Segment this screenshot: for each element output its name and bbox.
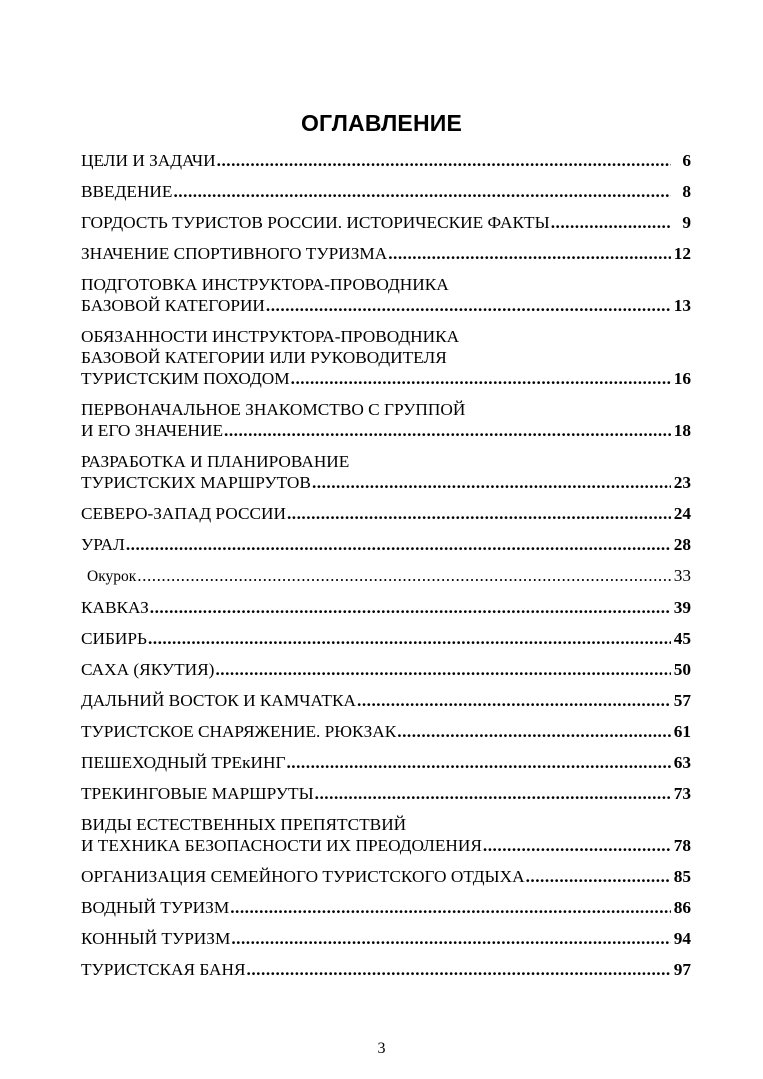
dot-leader xyxy=(247,959,671,980)
toc-entry-title-line: ПОДГОТОВКА ИНСТРУКТОРА-ПРОВОДНИКА xyxy=(81,275,449,294)
toc-entry-title: БАЗОВОЙ КАТЕГОРИИ xyxy=(81,296,265,315)
toc-entry-title: ТРЕКИНГОВЫЕ МАРШРУТЫ xyxy=(81,784,314,803)
toc-entry-page-number: 12 xyxy=(673,244,691,263)
toc-entry[interactable] xyxy=(81,326,691,399)
toc-entry[interactable] xyxy=(81,150,691,181)
toc-entry[interactable] xyxy=(81,181,691,212)
toc-entry-title: ТУРИСТСКИМ ПОХОДОМ xyxy=(81,369,290,388)
toc-entry-page-number: 13 xyxy=(673,296,691,315)
toc-entry-page-number: 45 xyxy=(673,629,691,648)
toc-entry-page-number: 73 xyxy=(673,784,691,803)
toc-entry-page-number: 50 xyxy=(673,660,691,679)
toc-entry-page-number: 39 xyxy=(673,598,691,617)
toc-entry[interactable] xyxy=(81,866,691,897)
toc-entry-page-number: 9 xyxy=(682,213,691,232)
toc-entry-row xyxy=(81,243,691,264)
toc-entry-row xyxy=(81,897,691,918)
dot-leader xyxy=(137,565,671,586)
dot-leader xyxy=(215,659,671,680)
toc-entry[interactable] xyxy=(81,597,691,628)
toc-entry-title: СЕВЕРО-ЗАПАД РОССИИ xyxy=(81,504,286,523)
toc-entry[interactable] xyxy=(81,451,691,503)
toc-entry-page-number: 24 xyxy=(673,504,691,523)
toc-entry-title: УРАЛ xyxy=(81,535,125,554)
toc-entry-row xyxy=(81,866,691,887)
toc-entry-title: ОРГАНИЗАЦИЯ СЕМЕЙНОГО ТУРИСТСКОГО ОТДЫХА xyxy=(81,867,525,886)
toc-entry-page-number: 78 xyxy=(673,836,691,855)
toc-entry-page-number: 63 xyxy=(673,753,691,772)
toc-entry[interactable] xyxy=(81,628,691,659)
dot-leader xyxy=(148,628,671,649)
toc-entry[interactable] xyxy=(81,690,691,721)
toc-entry-title: ЦЕЛИ И ЗАДАЧИ xyxy=(81,151,216,170)
toc-entry-title-line: БАЗОВОЙ КАТЕГОРИИ ИЛИ РУКОВОДИТЕЛЯ xyxy=(81,348,447,367)
toc-entry-page-number: 16 xyxy=(673,369,691,388)
toc-entry-title: ДАЛЬНИЙ ВОСТОК И КАМЧАТКА xyxy=(81,691,356,710)
dot-leader xyxy=(388,243,671,264)
toc-entry-page-number: 6 xyxy=(682,151,691,170)
toc-entry-title-line: ОБЯЗАННОСТИ ИНСТРУКТОРА-ПРОВОДНИКА xyxy=(81,327,460,346)
toc-entry-row xyxy=(81,659,691,680)
toc-entry-title: ВОДНЫЙ ТУРИЗМ xyxy=(81,898,230,917)
page-number: 3 xyxy=(377,1040,386,1057)
toc-entry-title: И ТЕХНИКА БЕЗОПАСНОСТИ ИХ ПРЕОДОЛЕНИЯ xyxy=(81,836,482,855)
toc-entry-row xyxy=(81,628,691,649)
toc-entry-page-number: 33 xyxy=(673,566,691,585)
toc-entry-title: ТУРИСТСКОЕ СНАРЯЖЕНИЕ. РЮКЗАК xyxy=(81,722,397,741)
toc-entry[interactable] xyxy=(81,399,691,451)
toc-entry-title: САХА (ЯКУТИЯ) xyxy=(81,660,215,679)
dot-leader xyxy=(397,721,671,742)
dot-leader xyxy=(150,597,671,618)
toc-entry-page-number: 94 xyxy=(673,929,691,948)
dot-leader xyxy=(526,866,671,887)
toc-entry-page-number: 61 xyxy=(673,722,691,741)
toc-entry[interactable] xyxy=(81,274,691,326)
dot-leader xyxy=(315,783,671,804)
toc-entry[interactable] xyxy=(81,243,691,274)
dot-leader xyxy=(217,150,671,171)
toc-entry-title-line: РАЗРАБОТКА И ПЛАНИРОВАНИЕ xyxy=(81,452,350,471)
toc-entry-page-number: 23 xyxy=(673,473,691,492)
dot-leader xyxy=(224,420,671,441)
toc-entry-page-number: 8 xyxy=(682,182,691,201)
toc-entry-title: ТУРИСТСКИХ МАРШРУТОВ xyxy=(81,473,311,492)
toc-entry[interactable] xyxy=(81,752,691,783)
toc-entry[interactable] xyxy=(81,814,691,866)
toc-entry-title: КОННЫЙ ТУРИЗМ xyxy=(81,929,231,948)
dot-leader xyxy=(312,472,671,493)
toc-entry-title-line: ВИДЫ ЕСТЕСТВЕННЫХ ПРЕПЯТСТВИЙ xyxy=(81,815,407,834)
toc-entry-page-number: 97 xyxy=(673,960,691,979)
toc-entry-title: ПЕШЕХОДНЫЙ ТРЕкИНГ xyxy=(81,753,286,772)
toc-entry-row xyxy=(81,534,691,555)
toc-entry-row xyxy=(81,783,691,804)
toc-entry-row xyxy=(81,752,691,773)
toc-entry[interactable] xyxy=(81,212,691,243)
toc-entry-page-number: 18 xyxy=(673,421,691,440)
dot-leader xyxy=(551,212,671,233)
toc-entry-row xyxy=(81,928,691,949)
dot-leader xyxy=(266,295,671,316)
toc-entry-row xyxy=(81,835,691,856)
toc-entry-row xyxy=(81,565,691,587)
dot-leader xyxy=(173,181,671,202)
dot-leader xyxy=(231,928,671,949)
dot-leader xyxy=(291,368,671,389)
toc-entry[interactable] xyxy=(81,534,691,565)
toc-entry-row xyxy=(81,420,691,441)
toc-entry[interactable] xyxy=(81,897,691,928)
dot-leader xyxy=(287,503,671,524)
toc-entry-title: ЗНАЧЕНИЕ СПОРТИВНОГО ТУРИЗМА xyxy=(81,244,388,263)
toc-entry-title-line: ПЕРВОНАЧАЛЬНОЕ ЗНАКОМСТВО С ГРУППОЙ xyxy=(81,400,466,419)
toc-entry-title: ТУРИСТСКАЯ БАНЯ xyxy=(81,960,246,979)
dot-leader xyxy=(230,897,671,918)
toc-entry-page-number: 57 xyxy=(673,691,691,710)
toc-entry-row xyxy=(81,959,691,980)
toc-entry-page-number: 86 xyxy=(673,898,691,917)
toc-entry[interactable] xyxy=(81,928,691,959)
dot-leader xyxy=(286,752,671,773)
toc-entry-row xyxy=(81,597,691,618)
table-of-contents xyxy=(81,150,691,990)
toc-entry-title: И ЕГО ЗНАЧЕНИЕ xyxy=(81,421,224,440)
toc-entry-row xyxy=(81,472,691,493)
toc-entry-page-number: 85 xyxy=(673,867,691,886)
toc-entry[interactable] xyxy=(81,959,691,990)
toc-entry-row xyxy=(81,295,691,316)
toc-entry[interactable] xyxy=(81,659,691,690)
page-title: ОГЛАВЛЕНИЕ xyxy=(300,110,463,136)
toc-entry[interactable] xyxy=(81,503,691,534)
toc-entry[interactable] xyxy=(81,721,691,752)
toc-entry-row xyxy=(81,721,691,742)
toc-entry-row xyxy=(81,181,691,202)
toc-entry-row xyxy=(81,150,691,171)
toc-entry-row xyxy=(81,368,691,389)
toc-entry-title: СИБИРЬ xyxy=(81,629,147,648)
toc-entry-title: КАВКАЗ xyxy=(81,598,149,617)
toc-entry-title: Окурок xyxy=(87,568,137,585)
dot-leader xyxy=(483,835,671,856)
toc-entry-title: ВВЕДЕНИЕ xyxy=(81,182,173,201)
toc-entry-row xyxy=(81,690,691,711)
toc-entry[interactable] xyxy=(81,783,691,814)
dot-leader xyxy=(126,534,671,555)
toc-entry[interactable] xyxy=(81,565,691,597)
toc-entry-row xyxy=(81,212,691,233)
toc-entry-page-number: 28 xyxy=(673,535,691,554)
dot-leader xyxy=(357,690,671,711)
toc-entry-row xyxy=(81,503,691,524)
toc-entry-title: ГОРДОСТЬ ТУРИСТОВ РОССИИ. ИСТОРИЧЕСКИЕ ФАКТЫ xyxy=(81,213,550,232)
